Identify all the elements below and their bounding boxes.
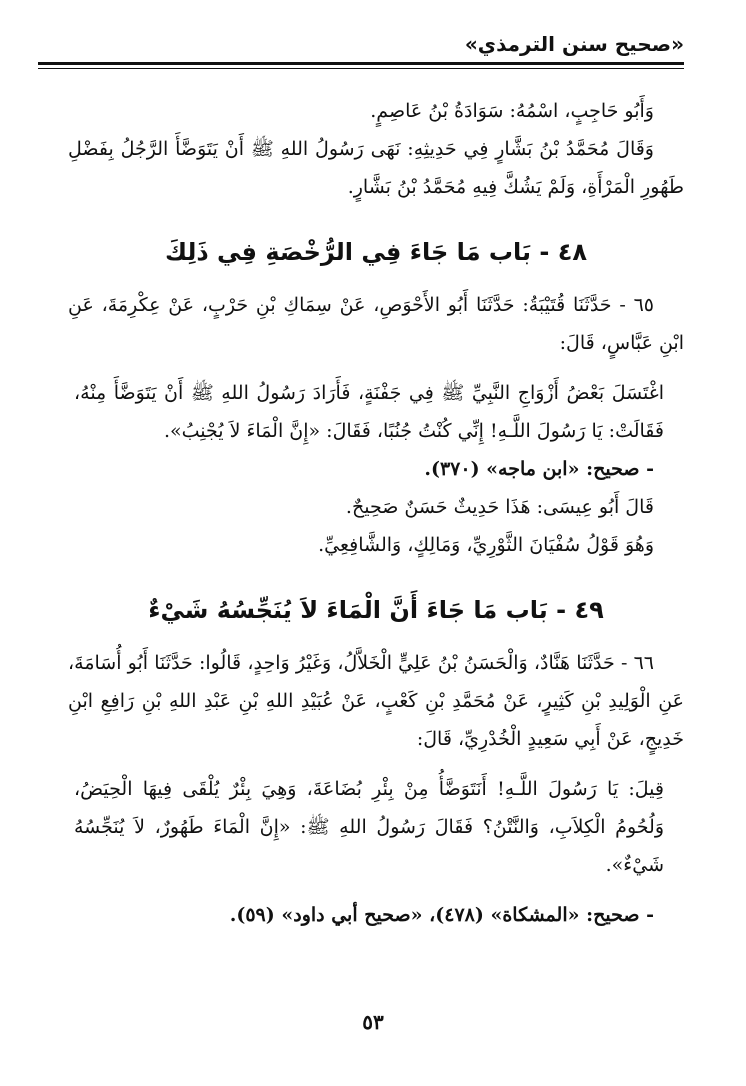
book-title: «صحيح سنن الترمذي»	[464, 32, 684, 56]
page-number: ٥٣	[362, 1010, 384, 1034]
header-rule-thin	[38, 68, 684, 69]
abu-isa-comment: قَالَ أَبُو عِيسَى: هَذَا حَدِيثٌ حَسَنٌ صَحِيحٌ.	[345, 496, 654, 518]
scholars-opinion: وَهُوَ قَوْلُ سُفْيَانَ الثَّوْرِيِّ، وَمَالِكٍ، وَالشَّافِعِيِّ.	[318, 534, 654, 556]
hadith-66-grade: - صحيح: «المشكاة» (٤٧٨)، «صحيح أبي داود» (٥٩).	[229, 904, 654, 926]
header-rule-thick	[38, 62, 684, 65]
page-body	[68, 92, 684, 934]
running-header	[38, 30, 684, 64]
hadith-66-matn: قِيلَ: يَا رَسُولَ اللَّـهِ! أَنَتَوَضَّأُ مِنْ بِئْرِ بُضَاعَةَ، وَهِيَ بِئْرٌ يُلْقَى فِيهَا الْحِيَضُ، وَلُحُومُ الْكِلاَبِ، وَالنَّتْنُ؟ فَقَالَ رَسُولُ اللهِ ﷺ: «إِنَّ الْمَاءَ طَهُورٌ، لاَ يُنَجِّسُهُ شَيْءٌ».	[74, 778, 664, 876]
narrator-note: وَأَبُو حَاجِبٍ، اسْمُهُ: سَوَادَةُ بْنُ عَاصِمٍ.	[370, 100, 654, 122]
chapter-heading-49: ٤٩ - بَاب مَا جَاءَ أَنَّ الْمَاءَ لاَ يُنَجِّسُهُ شَيْءٌ	[148, 596, 604, 624]
hadith-65-isnad: ٦٥ - حَدَّثَنَا قُتَيْبَةُ: حَدَّثَنَا أَبُو الأَحْوَصِ، عَنْ سِمَاكِ بْنِ حَرْبٍ، عَنْ عِكْرِمَةَ، عَنِ ابْنِ عَبَّاسٍ، قَالَ:	[68, 294, 684, 354]
chapter-heading-48: ٤٨ - بَاب مَا جَاءَ فِي الرُّخْصَةِ فِي ذَلِكَ	[164, 238, 588, 266]
hadith-66-isnad: ٦٦ - حَدَّثَنَا هَنَّادٌ، وَالْحَسَنُ بْنُ عَلِيٍّ الْخَلاَّلُ، وَغَيْرُ وَاحِدٍ، قَالُوا: حَدَّثَنَا أَبُو أُسَامَةَ، عَنِ الْوَلِيدِ بْنِ كَثِيرٍ، عَنْ مُحَمَّدِ بْنِ كَعْبٍ، عَنْ عُبَيْدِ اللهِ بْنِ عَبْدِ اللهِ بْنِ رَافِعِ ابْنِ خَدِيجٍ، عَنْ أَبِي سَعِيدٍ الْخُدْرِيِّ، قَالَ:	[68, 652, 684, 750]
hadith-65-matn: اغْتَسَلَ بَعْضُ أَزْوَاجِ النَّبِيِّ ﷺ فِي جَفْنَةٍ، فَأَرَادَ رَسُولُ اللهِ ﷺ أَنْ يَتَوَضَّأَ مِنْهُ، فَقَالَتْ: يَا رَسُولَ اللَّـهِ! إِنِّي كُنْتُ جُنُبًا، فَقَالَ: «إِنَّ الْمَاءَ لاَ يُجْنِبُ».	[74, 382, 664, 442]
narration-note: وَقَالَ مُحَمَّدُ بْنُ بَشَّارٍ فِي حَدِيثِهِ: نَهَى رَسُولُ اللهِ ﷺ أَنْ يَتَوَضَّأَ الرَّجُلُ بِفَضْلِ طَهُورِ الْمَرْأَةِ، وَلَمْ يَشُكَّ فِيهِ مُحَمَّدُ بْنُ بَشَّارٍ.	[68, 138, 684, 198]
hadith-65-grade: - صحيح: «ابن ماجه» (٣٧٠).	[424, 458, 654, 480]
